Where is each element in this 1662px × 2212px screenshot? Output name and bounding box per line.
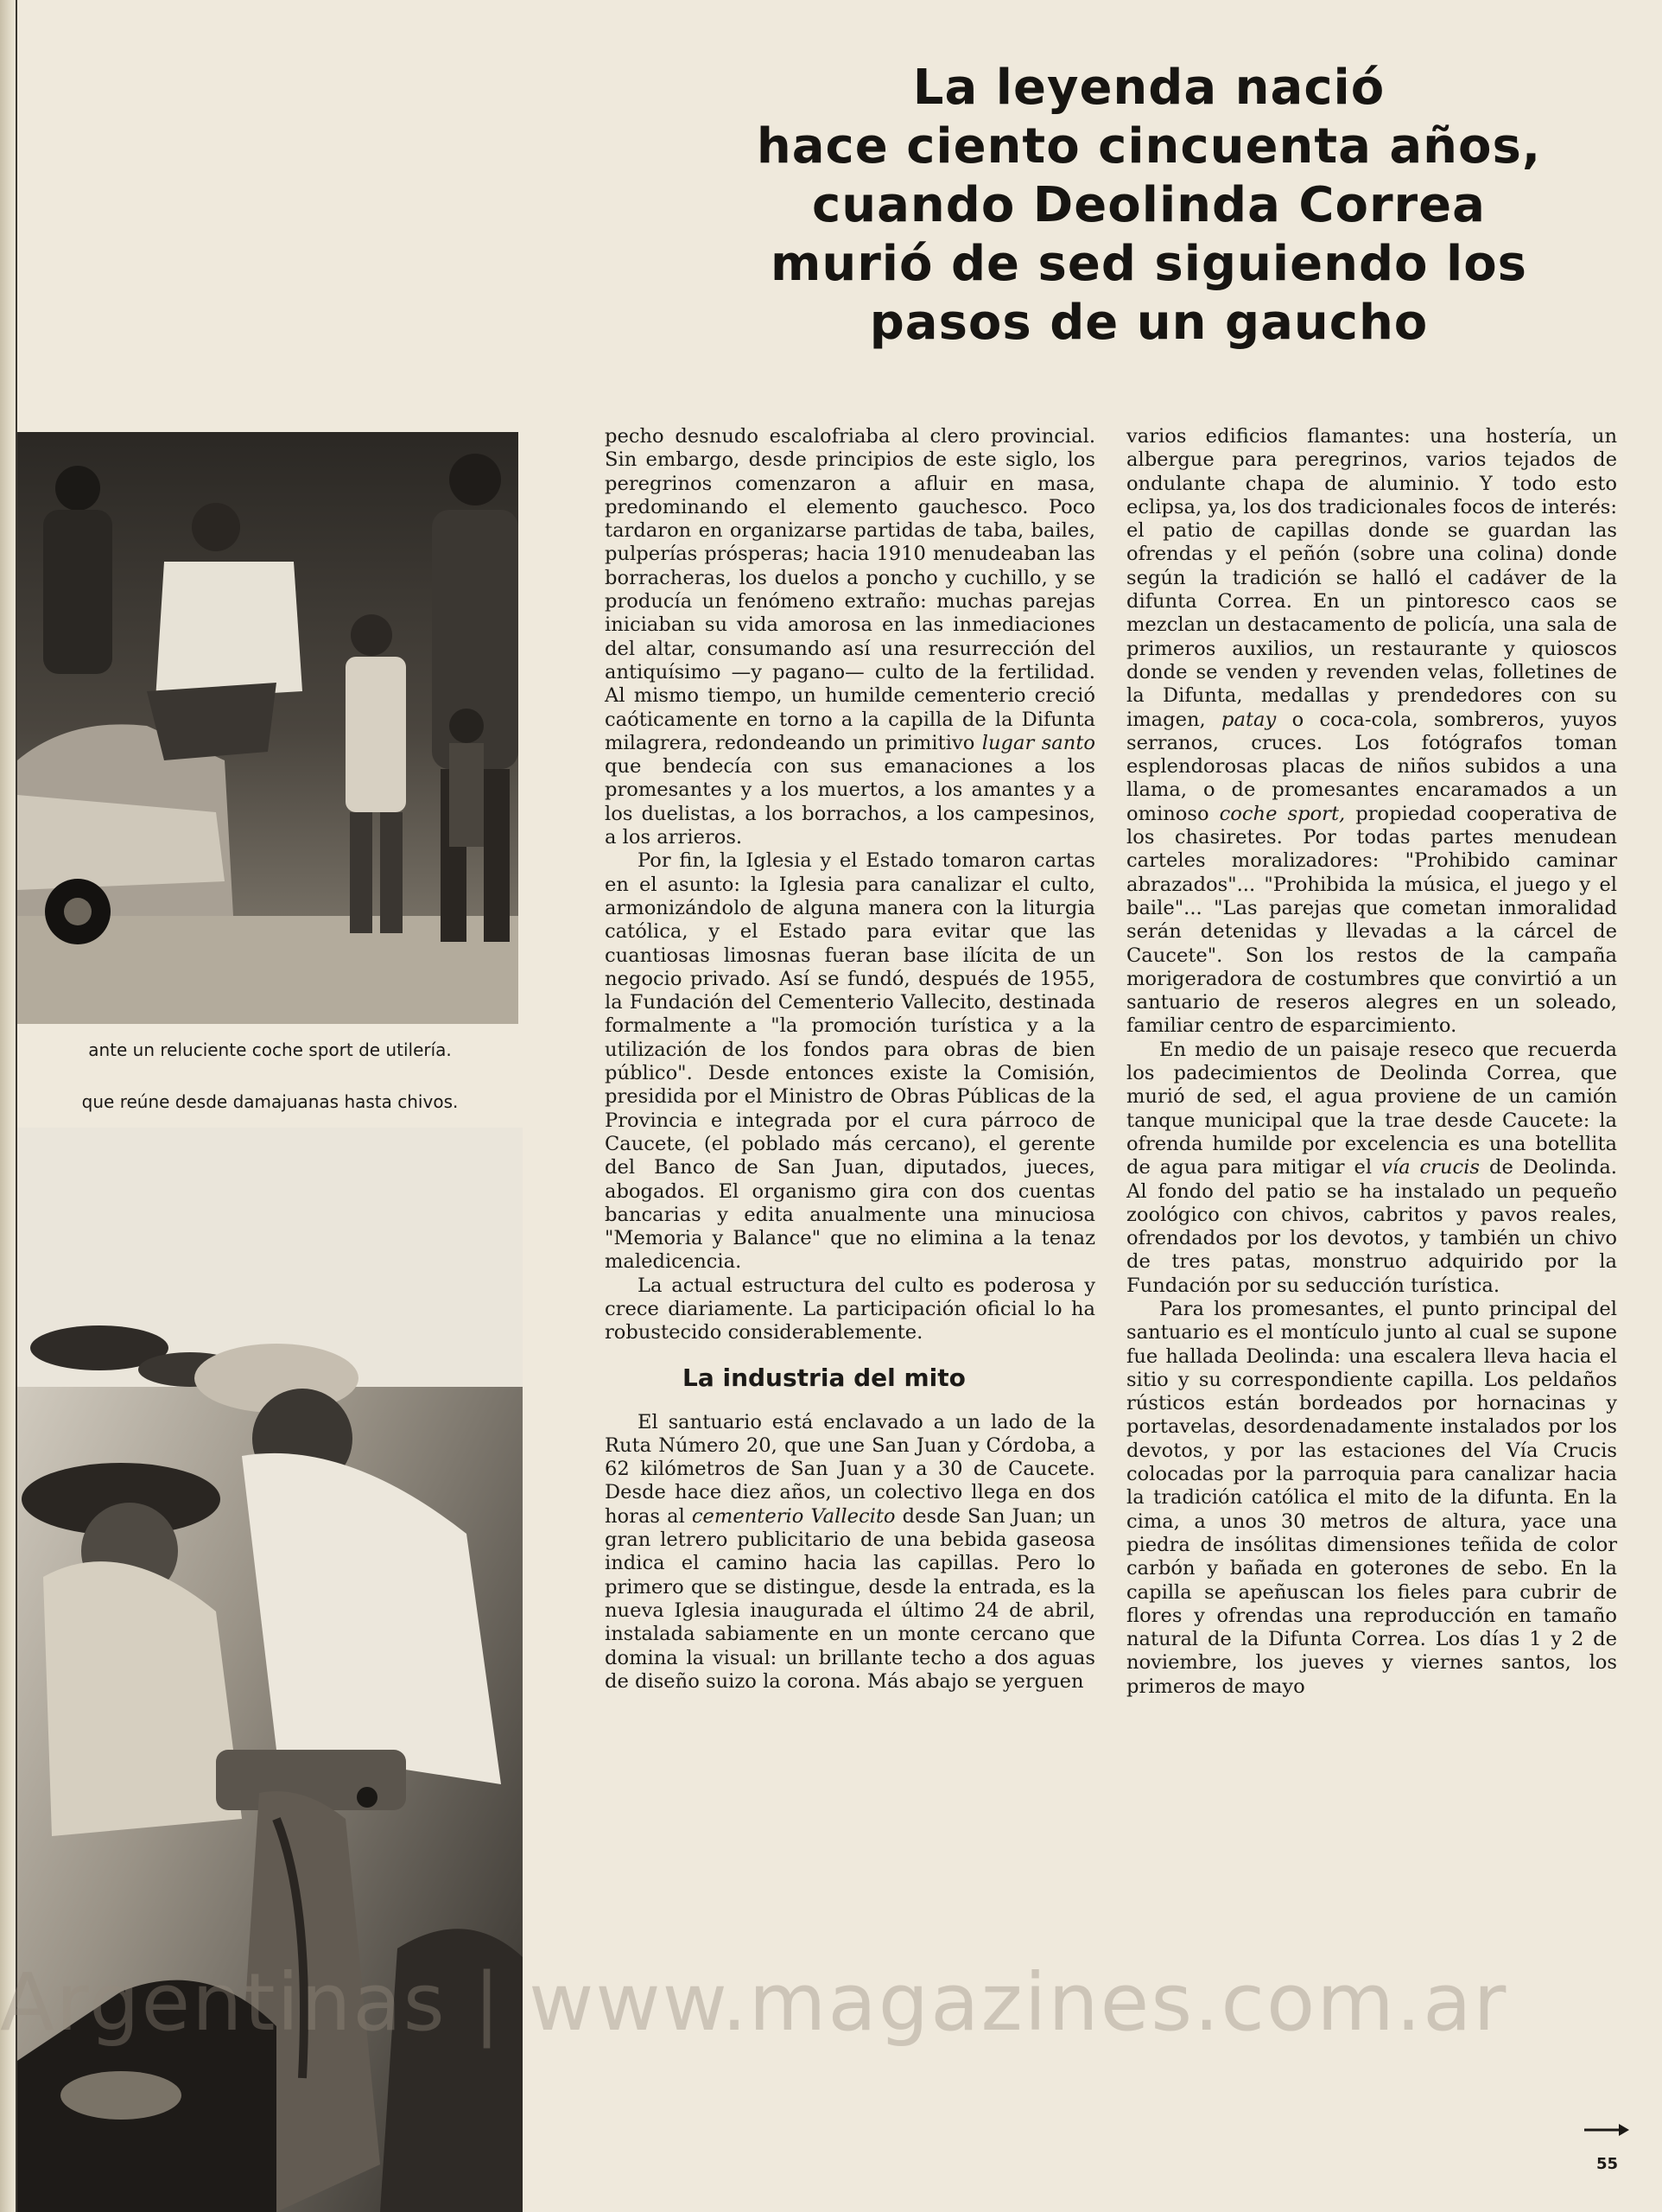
italic-text: lugar santo (981, 731, 1095, 754)
caption-car: ante un reluciente coche sport de utilería. (88, 1039, 452, 1060)
paragraph-text: propiedad cooperativa de los chasiretes. Por todas partes menudean carteles moralizadores: "Prohibido caminar abrazados"... "Prohibida la música, el juego y el baile"... "Las parejas que cometan inmoralidad serán detenidas y llevadas a la cárcel de Caucete". Son los restos de la campaña morigeradora de costumbres que convirtió a un santuario de reseros alegres en un soleado, familiar centro de esparcimiento. (1126, 802, 1617, 1038)
paragraph: La actual estructura del culto es poderosa y crece diariamente. La participación oficial lo ha robustecido considerablemente. (605, 1274, 1095, 1344)
photo-pilgrims-with-car (17, 432, 518, 1024)
paragraph: Por fin, la Iglesia y el Estado tomaron cartas en el asunto: la Iglesia para canalizar el culto, armonizándolo de alguna manera con la liturgia católica, y el Estado para evitar que las cuantiosas limosnas fueran base ilícita de un negocio privado. Así se fundó, después de 1955, la Fundación del Cementerio Vallecito, destinada formalmente a "la promoción turística y a la utilización de los fondos para obras de bien público". Desde entonces existe la Comisión, presidida por el Ministro de Obras Públicas de la Provincia e integrada por el cura párroco de Caucete, (el poblado más cercano), el gerente del Banco de San Juan, diputados, jueces, abogados. El organismo gira con dos cuentas bancarias y edita anualmente una minuciosa "Memoria y Balance" que no elimina a la tenaz maledicencia. (605, 849, 1095, 1274)
paragraph (1126, 1039, 1617, 1298)
headline (674, 59, 1624, 353)
section-subheading: La industria del mito (682, 1363, 966, 1392)
photo-men-with-offerings (17, 1128, 523, 2212)
headline-line-1: La leyenda nació (912, 60, 1386, 116)
italic-text: cementerio Vallecito (691, 1504, 896, 1528)
italic-text: vía crucis (1381, 1156, 1481, 1179)
watermark: Argentinas | www.magazines.com.ar (0, 1956, 1508, 2049)
article-column-1 (605, 425, 1095, 1694)
paragraph-text: El santuario está enclavado a un lado de la Ruta Número 20, que une San Juan y Córdoba, a 62 kilómetros de San Juan y a 30 de Caucete. Desde hace diez años, un colectivo llega en dos horas al (605, 1410, 1095, 1528)
paragraph-text: varios edificios flamantes: una hostería, un albergue para peregrinos, varios tejados de ondulante chapa de aluminio. Y todo esto eclipsa, ya, los dos tradicionales focos de interés: el patio de capillas donde se guardan las ofrendas y el peñón (sobre una colina) donde según la tradición se halló el cadáver de la difunta Correa. En un pintoresco caos se mezclan un destacamento de policía, una sala de primeros auxilios, un restaurante y quioscos donde se venden y revenden velas, folletines de la Difunta, medallas y prendedores con su imagen, (1126, 425, 1617, 731)
caption-offerings: que reúne desde damajuanas hasta chivos. (81, 1091, 459, 1112)
photo-pilgrims-illustration (17, 432, 518, 1024)
page-number: 55 (1596, 2155, 1619, 2173)
paragraph (605, 425, 1095, 849)
headline-line-5: pasos de un gaucho (869, 295, 1429, 351)
photo-offerings-illustration (17, 1128, 523, 2212)
paragraph-text: pecho desnudo escalofriaba al clero provincial. Sin embargo, desde principios de este siglo, los peregrinos comenzaron a afluir en masa, predominando el elemento gauchesco. Poco tardaron en organizarse partidas de taba, bailes, pulperías prósperas; hacia 1910 menudeaban las borracheras, los duelos a poncho y cuchillo, y se producía un fenómeno extraño: muchas parejas iniciaban su vida amorosa en las inmediaciones del altar, consumando así una resurrección del antiquísimo —y pagano— culto de la fertilidad. Al mismo tiempo, un humilde cementerio creció caóticamente en torno a la capilla de la Difunta milagrera, redondeando un primitivo (605, 425, 1095, 754)
paragraph-text: de Deolinda. Al fondo del patio se ha instalado un pequeño zoológico con chivos, cabritos y pavos reales, ofrendados por los devotos, y también un chivo de tres patas, monstruo adquirido por la Fundación por su seducción turística. (1126, 1156, 1617, 1297)
paragraph-text: desde San Juan; un gran letrero publicitario de una bebida gaseosa indica el camino hacia las capillas. Pero lo primero que se distingue, desde la entrada, es la nueva Iglesia inaugurada el último 24 de abril, instalada sabiamente en un monte cercano que domina la visual: un brillante techo a dos aguas de diseño suizo la corona. Más abajo se yerguen (605, 1504, 1096, 1693)
headline-line-4: murió de sed siguiendo los (770, 236, 1528, 292)
paragraph-text: o coca-cola, sombreros, yuyos serranos, cruces. Los fotógrafos toman esplendorosas placas de niños subidos a una llama, o de promesantes encaramados a un ominoso (1126, 708, 1618, 825)
page-spine (0, 0, 17, 2212)
continue-arrow-icon (1584, 2124, 1629, 2136)
paragraph-text: que bendecía con sus emanaciones a los promesantes y a los muertos, a los amantes y a los duelistas, a los borrachos, a los campesinos, a los arrieros. (605, 755, 1095, 849)
paragraph-text: En medio de un paisaje reseco que recuerda los padecimientos de Deolinda Correa, que murió de sed, el agua proviene de un camión tanque municipal que la trae desde Caucete: la ofrenda humilde por excelencia es una botellita de agua para mitigar el (1126, 1038, 1617, 1179)
paragraph: Para los promesantes, el punto principal del santuario es el montículo junto al cual se supone fue hallada Deolinda: una escalera lleva hacia el sitio y su correspondiente capilla. Los peldaños rústicos están bordeados por hornacinas y portavelas, desordenadamente instalados por los devotos, y por las estaciones del Vía Crucis colocadas por la parroquia para canalizar hacia la tradición católica el mito de la difunta. En la cima, a unos 30 metros de altura, yace una piedra de insólitas dimensiones teñida de color carbón y bañada en goterones de sebo. En la capilla se apeñuscan los fieles para cubrir de flores y ofrendas una reproducción en tamaño natural de la Difunta Correa. Los días 1 y 2 de noviembre, los jueves y viernes santos, los primeros de mayo (1126, 1297, 1617, 1698)
headline-line-3: cuando Deolinda Correa (812, 177, 1486, 233)
paragraph (1126, 425, 1617, 1039)
italic-text: coche sport, (1219, 802, 1346, 825)
italic-text: patay (1221, 708, 1277, 731)
headline-line-2: hace ciento cincuenta años, (756, 118, 1542, 175)
paragraph (605, 1411, 1095, 1694)
article-column-2 (1126, 425, 1617, 1699)
